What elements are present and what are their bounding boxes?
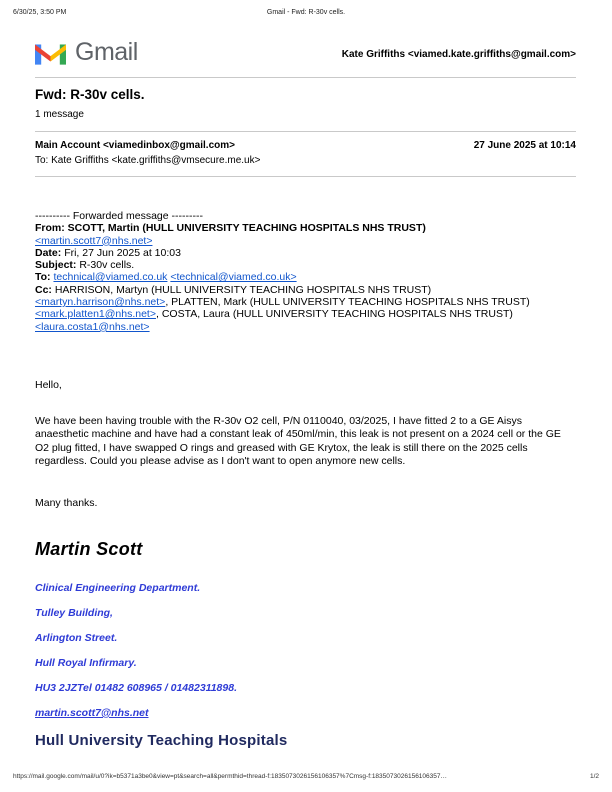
- forwarded-cc-email-link-3[interactable]: <laura.costa1@nhs.net>: [35, 320, 150, 333]
- forwarded-from-email-line: [35, 235, 576, 247]
- forwarded-cc-label: Cc:: [35, 283, 55, 296]
- signature-email-link[interactable]: martin.scott7@nhs.net: [35, 706, 149, 719]
- signature-street: Arlington Street.: [35, 631, 118, 644]
- forwarded-to-label: To:: [35, 271, 54, 284]
- signature-department: Clinical Engineering Department.: [35, 581, 201, 594]
- forwarded-header: [35, 210, 576, 333]
- forwarded-cc-email-link-1[interactable]: <martyn.harrison@nhs.net>: [35, 296, 166, 309]
- signature-hospital: Hull Royal Infirmary.: [35, 656, 137, 669]
- forwarded-from-name: SCOTT, Martin (HULL UNIVERSITY TEACHING HOSPITALS NHS TRUST): [67, 222, 426, 235]
- forwarded-subject-label: Subject:: [35, 259, 80, 272]
- thread-subject: Fwd: R-30v cells.: [35, 87, 145, 102]
- forwarded-cc-line-1: [35, 284, 576, 296]
- forwarded-subject-line: [35, 259, 576, 271]
- forwarded-cc-line-4: [35, 321, 576, 333]
- gmail-logo: [35, 40, 138, 65]
- message-count: 1 message: [35, 109, 84, 120]
- forwarded-to-address-link[interactable]: <technical@viamed.co.uk>: [170, 271, 297, 284]
- print-doc-title: Gmail - Fwd: R-30v cells.: [266, 9, 346, 16]
- forwarded-to-link[interactable]: technical@viamed.co.uk: [53, 271, 168, 284]
- forwarded-date-value: Fri, 27 Jun 2025 at 10:03: [64, 246, 181, 259]
- print-header: [13, 9, 599, 19]
- forwarded-date-label: Date:: [35, 246, 65, 259]
- signature-building: Tulley Building,: [35, 606, 113, 619]
- gmail-m-icon: [35, 41, 66, 65]
- signature-organisation: Hull University Teaching Hospitals: [35, 731, 288, 749]
- print-footer-page-number: 1/2: [589, 773, 599, 780]
- forwarded-cc-line-3: [35, 308, 576, 320]
- email-greeting: Hello,: [35, 378, 62, 391]
- forwarded-date-line: [35, 247, 576, 259]
- thread-subject-block: [35, 78, 576, 131]
- account-owner: Kate Griffiths <viamed.kate.griffiths@gmail.com>: [341, 49, 576, 60]
- forwarded-divider: ---------- Forwarded message ---------: [35, 210, 203, 222]
- gmail-header-row: [35, 40, 576, 77]
- print-datetime: 6/30/25, 3:50 PM: [13, 9, 67, 16]
- signature-name: Martin Scott: [35, 538, 143, 559]
- forwarded-cc-name-3: , COSTA, Laura (HULL UNIVERSITY TEACHING HOSPITALS NHS TRUST): [155, 308, 513, 321]
- forwarded-to-line: [35, 271, 576, 283]
- forwarded-subject-value: R-30v cells.: [79, 259, 135, 272]
- forwarded-from-label: From:: [35, 222, 68, 235]
- message-timestamp: 27 June 2025 at 10:14: [473, 140, 576, 151]
- forwarded-from-line: [35, 222, 576, 234]
- gmail-wordmark: Gmail: [75, 38, 138, 66]
- forwarded-cc-line-2: [35, 296, 576, 308]
- signature-postcode-tel: HU3 2JZTel 01482 608965 / 01482311898.: [35, 681, 237, 694]
- print-footer-url: https://mail.google.com/mail/u/0?ik=b5371a3be0&view=pt&search=all&permthid=thread-f:1835073026156106357%7Cmsg-f:1835073026156106357…: [13, 773, 447, 780]
- message-recipient: To: Kate Griffiths <kate.griffiths@vmsecure.me.uk>: [35, 155, 261, 166]
- email-closing: Many thanks.: [35, 496, 98, 509]
- message-sender: Main Account <viamedinbox@gmail.com>: [35, 140, 235, 151]
- forwarded-cc-name-2: , PLATTEN, Mark (HULL UNIVERSITY TEACHING HOSPITALS NHS TRUST): [165, 296, 530, 309]
- signature-block: [35, 582, 576, 749]
- forwarded-from-email-link[interactable]: <martin.scott7@nhs.net>: [35, 234, 153, 247]
- forwarded-cc-email-link-2[interactable]: <mark.platten1@nhs.net>: [35, 308, 156, 321]
- message-header: [35, 132, 576, 176]
- divider-message: [35, 176, 576, 177]
- forwarded-cc-name-1: HARRISON, Martyn (HULL UNIVERSITY TEACHING HOSPITALS NHS TRUST): [54, 283, 432, 296]
- email-body-paragraph: We have been having trouble with the R-30v O2 cell, P/N 0110040, 03/2025, I have fitted 2 to a GE Aisys anaesthetic machine and have had a constant leak of 450ml/min, this leak is not present on a 2024 cell or the GE O2 plug fitted, I have swapped O rings and greased with GE Krytox, the leak is still there on the 2025 cells regardless. Could you please advise as I don't want to open anymore new cells.: [35, 414, 561, 468]
- print-footer: [13, 773, 599, 780]
